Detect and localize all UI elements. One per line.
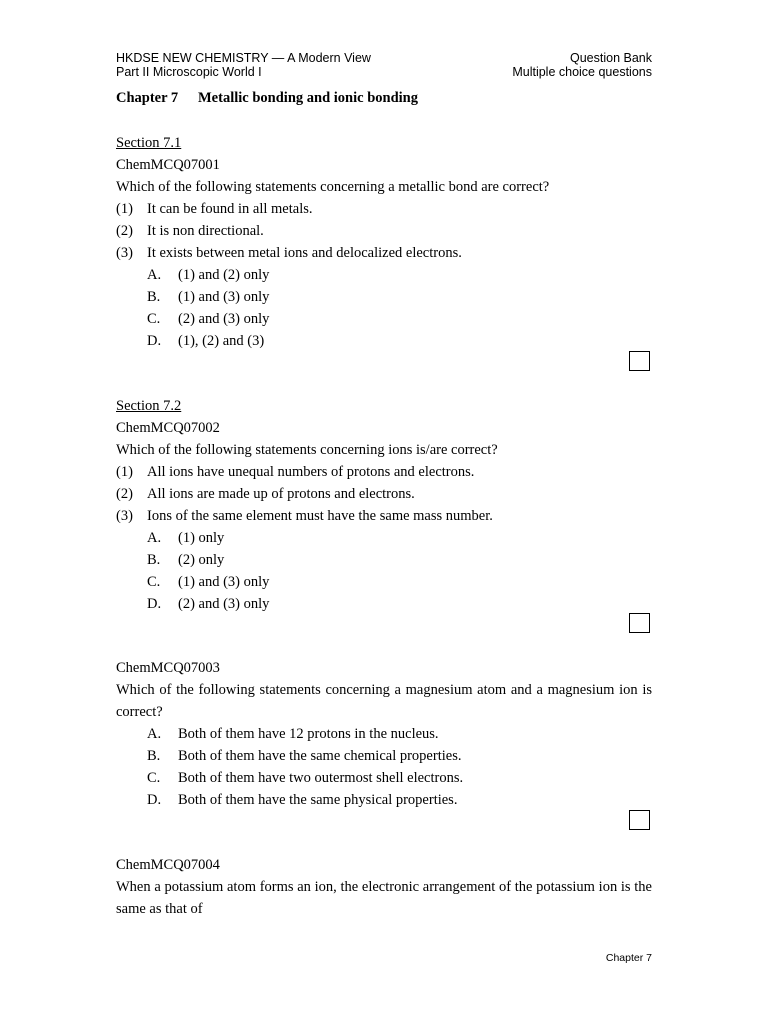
option-c: C. Both of them have two outermost shell electrons. — [147, 770, 464, 786]
question-text: Which of the following statements concerning a magnesium atom and a magnesium ion is correct? — [116, 682, 652, 720]
option-a: A. (1) only — [147, 530, 225, 546]
header-right — [512, 51, 652, 79]
option-a: A. (1) and (2) only — [147, 267, 270, 283]
book-title: HKDSE NEW CHEMISTRY — A Modern View — [116, 51, 371, 65]
statement-item: (2) It is non directional. — [116, 223, 264, 239]
chapter-number: Chapter 7 — [116, 90, 179, 106]
option-c: C. (1) and (3) only — [147, 574, 270, 590]
statement-item: (1) It can be found in all metals. — [116, 201, 313, 217]
book-part: Part II Microscopic World I — [116, 65, 262, 79]
question-id: ChemMCQ07003 — [116, 660, 220, 676]
option-b: B. (1) and (3) only — [147, 289, 270, 305]
answer-box[interactable] — [629, 810, 650, 830]
question-text: Which of the following statements concerning ions is/are correct? — [116, 442, 498, 458]
question-text: Which of the following statements concerning a metallic bond are correct? — [116, 179, 550, 195]
section-title: Section 7.1 — [116, 135, 182, 151]
statement-item: (2) All ions are made up of protons and electrons. — [116, 486, 415, 502]
question-text: When a potassium atom forms an ion, the electronic arrangement of the potassium ion is the same as that of — [116, 879, 652, 917]
bank-subtitle: Multiple choice questions — [512, 65, 652, 79]
question-id: ChemMCQ07001 — [116, 157, 220, 173]
section-title: Section 7.2 — [116, 398, 182, 414]
question-4 — [116, 854, 652, 920]
option-c: C. (2) and (3) only — [147, 311, 270, 327]
bank-title: Question Bank — [570, 51, 652, 65]
option-d: D. (1), (2) and (3) — [147, 333, 265, 349]
option-b: B. (2) only — [147, 552, 225, 568]
option-b: B. Both of them have the same chemical properties. — [147, 748, 462, 764]
answer-box[interactable] — [629, 613, 650, 633]
page-footer: Chapter 7 — [605, 952, 652, 964]
option-d: D. Both of them have the same physical properties. — [147, 792, 458, 808]
chapter-heading — [116, 90, 418, 107]
statement-item: (3) Ions of the same element must have the same mass number. — [116, 508, 493, 524]
statement-item: (3) It exists between metal ions and delocalized electrons. — [116, 245, 462, 261]
answer-box[interactable] — [629, 351, 650, 371]
option-a: A. Both of them have 12 protons in the nucleus. — [147, 726, 439, 742]
question-2 — [116, 395, 652, 615]
question-3 — [116, 657, 652, 811]
statement-item: (1) All ions have unequal numbers of protons and electrons. — [116, 464, 475, 480]
question-id: ChemMCQ07002 — [116, 420, 220, 436]
question-1 — [116, 132, 652, 352]
question-id: ChemMCQ07004 — [116, 857, 220, 873]
option-d: D. (2) and (3) only — [147, 596, 270, 612]
header-left — [116, 51, 371, 79]
chapter-title: Metallic bonding and ionic bonding — [198, 90, 418, 106]
